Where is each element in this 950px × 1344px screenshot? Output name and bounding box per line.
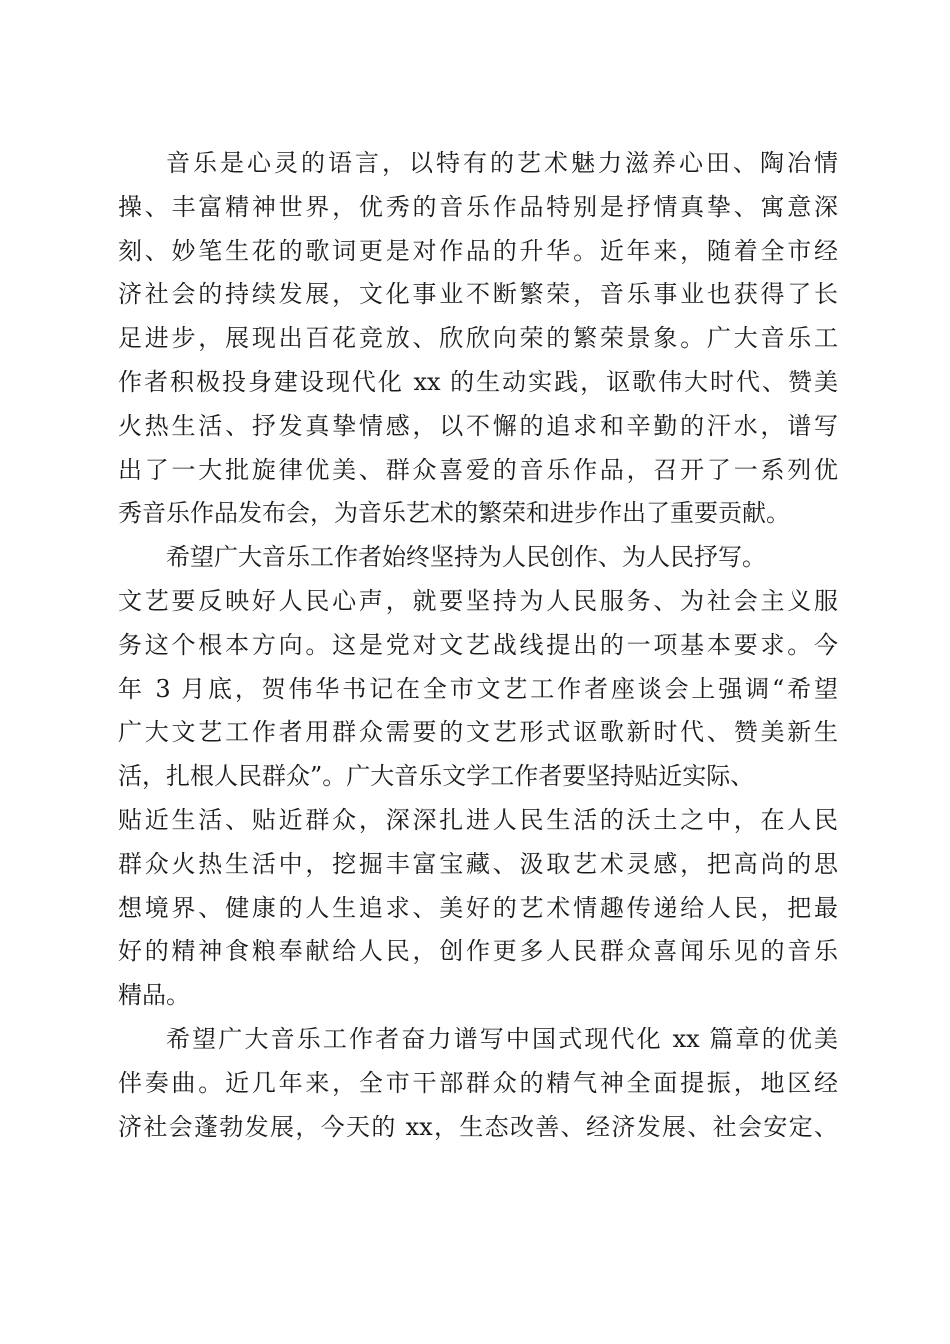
paragraph-2-line-3: 务这个根本方向。这是党对文艺战线提出的一项基本要求。今 (118, 630, 838, 659)
paragraph-2-line-6: 活，扎根人民群众”。广大音乐文学工作者要坚持贴近实际、 (118, 762, 755, 791)
paragraph-1-line-8: 出了一大批旋律优美、群众喜爱的音乐作品，召开了一系列优 (118, 455, 838, 484)
paragraph-1-line-6: 作者积极投身建设现代化 xx 的生动实践，讴歌伟大时代、赞美 (118, 367, 838, 396)
paragraph-3-line-1: 希望广大音乐工作者奋力谱写中国式现代化 xx 篇章的优美 (166, 1024, 838, 1053)
paragraph-1-line-5: 足进步，展现出百花竞放、欣欣向荣的繁荣景象。广大音乐工 (118, 324, 838, 353)
paragraph-1-line-3: 刻、妙笔生花的歌词更是对作品的升华。近年来，随着全市经 (118, 236, 838, 265)
paragraph-2-line-4: 年 3 月底，贺伟华书记在全市文艺工作者座谈会上强调“希望 (118, 674, 838, 703)
paragraph-1-line-7: 火热生活、抒发真挚情感，以不懈的追求和辛勤的汗水，谱写 (118, 411, 838, 440)
paragraph-1-line-2: 操、丰富精神世界，优秀的音乐作品特别是抒情真挚、寓意深 (118, 192, 838, 221)
paragraph-2-line-10: 好的精神食粮奉献给人民，创作更多人民群众喜闻乐见的音乐 (118, 937, 838, 966)
document-body (118, 142, 838, 1149)
paragraph-2-line-1: 希望广大音乐工作者始终坚持为人民创作、为人民抒写。 (166, 543, 766, 572)
paragraph-1-line-1: 音乐是心灵的语言，以特有的艺术魅力滋养心田、陶冶情 (166, 149, 838, 177)
paragraph-2-line-9: 想境界、健康的人生追求、美好的艺术情趣传递给人民，把最 (118, 893, 838, 922)
paragraph-2-line-7: 贴近生活、贴近群众，深深扎进人民生活的沃土之中，在人民 (118, 805, 838, 834)
paragraph-1-line-9: 秀音乐作品发布会，为音乐艺术的繁荣和进步作出了重要贡献。 (118, 499, 790, 528)
paragraph-1-line-4: 济社会的持续发展，文化事业不断繁荣，音乐事业也获得了长 (118, 280, 838, 309)
paragraph-3-line-2: 伴奏曲。近几年来，全市干部群众的精气神全面提振，地区经 (118, 1068, 838, 1097)
paragraph-2-line-8: 群众火热生活中，挖掘丰富宝藏、汲取艺术灵感，把高尚的思 (118, 849, 838, 878)
paragraph-3-line-3: 济社会蓬勃发展，今天的 xx，生态改善、经济发展、社会安定、 (118, 1112, 838, 1141)
paragraph-2-line-5: 广大文艺工作者用群众需要的文艺形式讴歌新时代、赞美新生 (118, 718, 838, 747)
paragraph-2-line-2: 文艺要反映好人民心声，就要坚持为人民服务、为社会主义服 (118, 586, 838, 615)
paragraph-2-line-11: 精品。 (118, 981, 190, 1010)
